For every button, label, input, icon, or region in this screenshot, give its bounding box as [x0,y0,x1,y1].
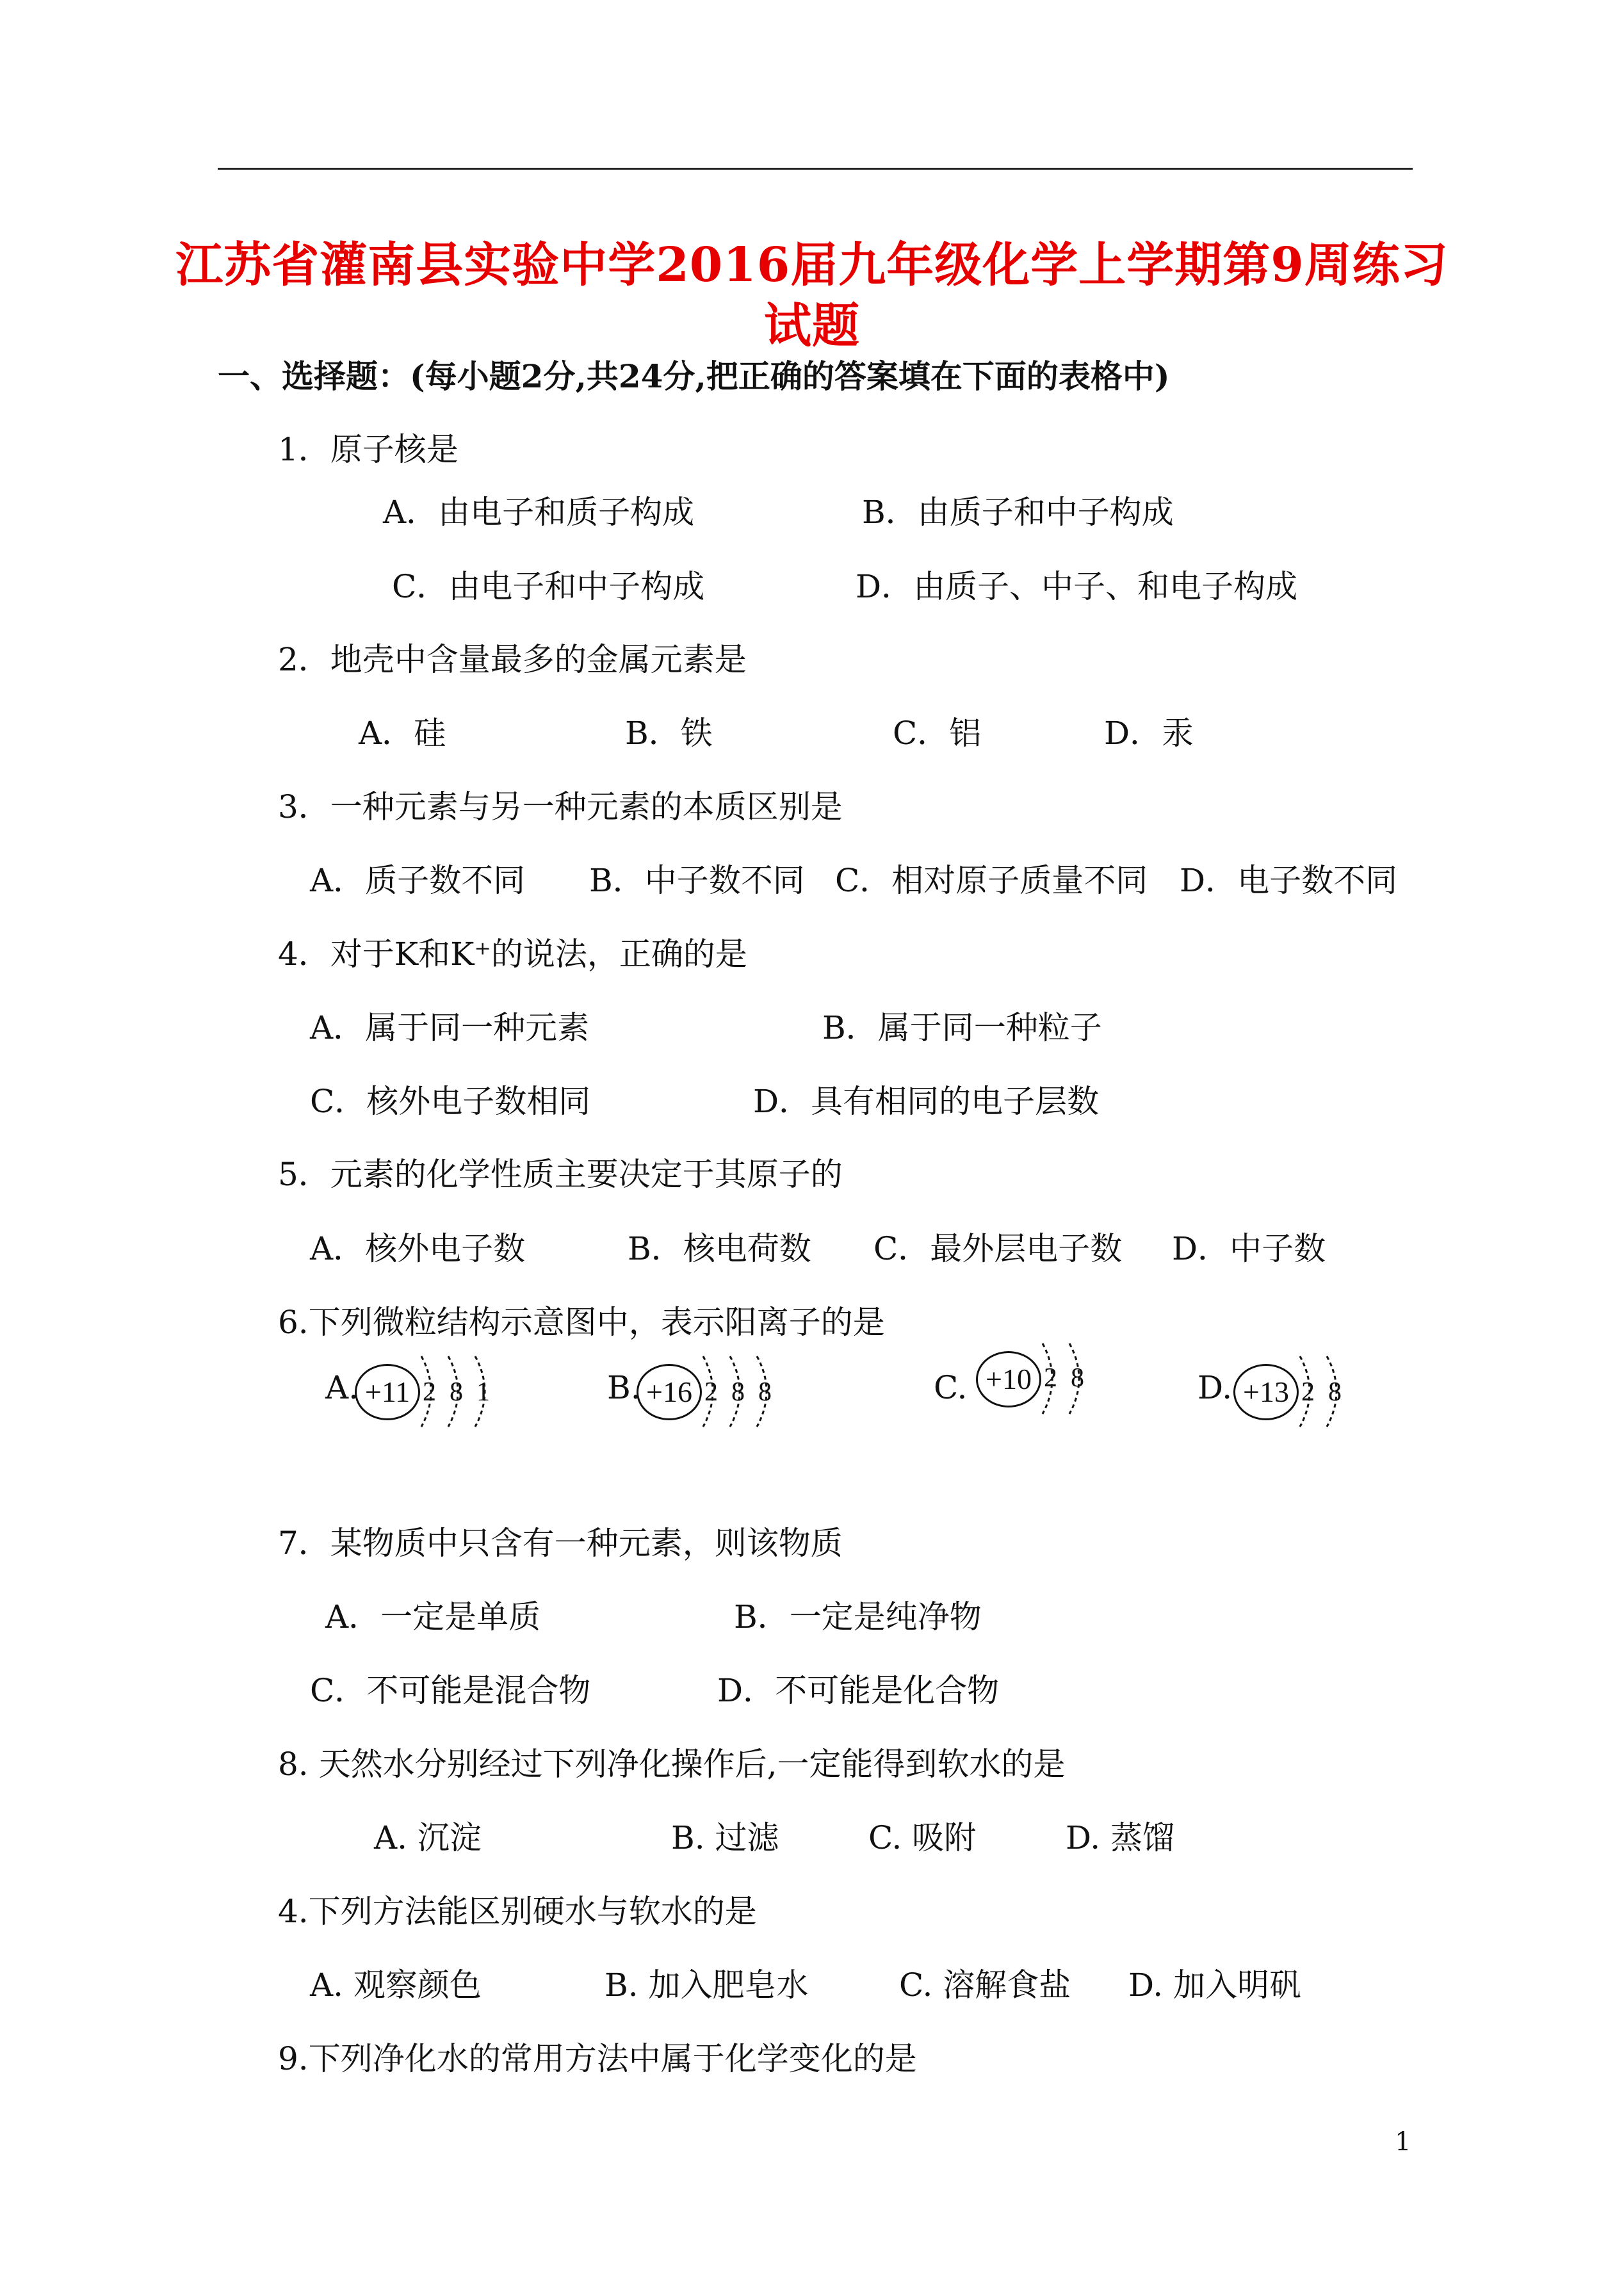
atom-c-shell-1: 2 [1044,1363,1057,1393]
question-3-stem: 3．一种元素与另一种元素的本质区别是 [278,788,843,825]
q3-option-c: C．相对原子质量不同 [835,862,1148,899]
q7-option-c: C．不可能是混合物 [310,1672,591,1709]
q8-option-d: D. 蒸馏 [1066,1819,1175,1856]
atom-b-shell-1: 2 [704,1377,718,1407]
page-number: 1 [1395,2127,1411,2157]
q-hardwater-option-b: B. 加入肥皂水 [605,1967,809,2004]
atom-d-nucleus: +13 [1233,1364,1299,1420]
q4-option-d: D．具有相同的电子层数 [753,1083,1100,1120]
q4-option-b: B．属于同一种粒子 [822,1009,1102,1046]
q1-option-a: A．由电子和质子构成 [383,494,695,531]
doc-title-line1: 江苏省灌南县实验中学2016届九年级化学上学期第9周练习 [175,238,1449,293]
q3-option-b: B．中子数不同 [589,862,805,899]
q3-option-a: A．质子数不同 [310,862,526,899]
atom-c-nucleus: +10 [976,1351,1041,1407]
q1-option-c: C．由电子和中子构成 [392,568,705,605]
atom-a-label: A. [325,1369,359,1406]
q2-option-a: A．硅 [359,715,446,752]
atom-d-shell-2: 8 [1328,1377,1342,1407]
question-9-stem: 9.下列净化水的常用方法中属于化学变化的是 [278,2040,917,2077]
q2-option-b: B．铁 [625,715,713,752]
q8-option-c: C. 吸附 [868,1819,977,1856]
q7-option-b: B．一定是纯净物 [734,1598,982,1635]
q8-option-a: A. 沉淀 [374,1819,482,1856]
question-1-stem: 1．原子核是 [278,431,459,468]
q-hardwater-option-d: D. 加入明矾 [1128,1967,1302,2004]
doc-title-line2: 试题 [764,298,860,353]
q8-option-b: B. 过滤 [671,1819,779,1856]
atom-b-nucleus: +16 [637,1364,702,1420]
q5-option-d: D．中子数 [1172,1230,1326,1267]
atom-b-label: B. [607,1369,641,1406]
q2-option-d: D．汞 [1104,715,1194,752]
atom-a-shell-1: 2 [423,1377,436,1407]
q5-option-b: B．核电荷数 [628,1230,811,1267]
q-hardwater-option-c: C. 溶解食盐 [899,1967,1071,2004]
atom-a-nucleus: +11 [355,1364,420,1420]
atom-c-shell-2: 8 [1071,1363,1084,1393]
q1-option-d: D．由质子、中子、和电子构成 [856,568,1298,605]
atom-b-shell-2: 8 [731,1377,745,1407]
question-4-stem: 4．对于K和K⁺的说法，正确的是 [278,936,747,973]
q4-option-c: C．核外电子数相同 [310,1083,591,1120]
atom-a-shell-2: 8 [450,1377,463,1407]
question-8-stem: 8. 天然水分别经过下列净化操作后,一定能得到软水的是 [278,1746,1066,1783]
atom-d-shell-1: 2 [1301,1377,1315,1407]
question-7-stem: 7．某物质中只含有一种元素，则该物质 [278,1525,843,1562]
atom-b-shell-3: 8 [758,1377,772,1407]
section-heading: 一、选择题：(每小题2分,共24分,把正确的答案填在下面的表格中) [218,357,1170,395]
question-5-stem: 5．元素的化学性质主要决定于其原子的 [278,1156,843,1193]
question-6-stem: 6.下列微粒结构示意图中，表示阳离子的是 [278,1304,885,1341]
question-hardwater-stem: 4.下列方法能区别硬水与软水的是 [278,1893,757,1930]
q5-option-c: C．最外层电子数 [873,1230,1123,1267]
atom-d-label: D. [1198,1369,1233,1406]
q5-option-a: A．核外电子数 [310,1230,526,1267]
q7-option-a: A．一定是单质 [325,1598,541,1635]
header-rule [218,168,1413,170]
q1-option-b: B．由质子和中子构成 [862,494,1174,531]
q7-option-d: D．不可能是化合物 [717,1672,1000,1709]
atom-c-label: C. [934,1369,968,1406]
q-hardwater-option-a: A. 观察颜色 [310,1967,482,2004]
q3-option-d: D．电子数不同 [1180,862,1398,899]
atom-a-shell-3: 1 [476,1377,490,1407]
q2-option-c: C．铝 [893,715,982,752]
q4-option-a: A．属于同一种元素 [310,1009,590,1046]
question-2-stem: 2．地壳中含量最多的金属元素是 [278,641,747,678]
